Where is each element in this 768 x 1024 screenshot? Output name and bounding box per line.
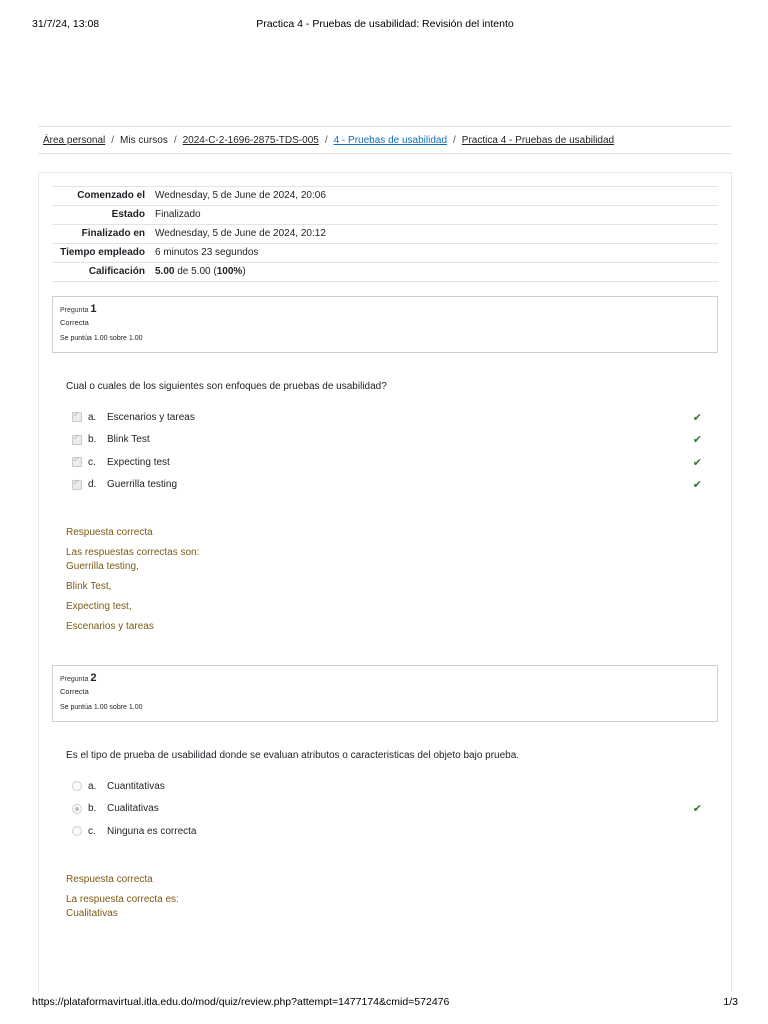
summary-label: Calificación [52,263,150,282]
question-text: Cual o cuales de los siguientes son enfoques de pruebas de usabilidad? [66,381,387,392]
answer-option: a. Cuantitativas [72,775,702,798]
radio-icon [72,826,82,836]
question-text: Es el tipo de prueba de usabilidad donde se evaluan atributos o caracteristicas del objeto bajo prueba. [66,750,520,761]
answer-list [72,406,702,496]
answer-option: c. Ninguna es correcta [72,820,702,843]
breadcrumb-home[interactable]: Área personal [43,134,106,146]
breadcrumb: Área personal / Mis cursos / 2024-C-2-1696-2875-TDS-005 / 4 - Pruebas de usabilidad / Practica 4 - Pruebas de usabilidad [38,126,732,154]
question-info-1 [52,296,718,353]
print-footer [32,996,738,1008]
answer-list [72,775,702,843]
question-feedback: Respuesta correcta La respuesta correcta es: Cualitativas [66,874,179,919]
check-icon: ✔ [692,434,702,447]
breadcrumb-quiz[interactable]: Practica 4 - Pruebas de usabilidad [461,134,615,146]
check-icon: ✔ [692,803,702,816]
summary-label: Tiempo empleado [52,244,150,263]
feedback-title: Respuesta correcta [66,874,153,885]
breadcrumb-course[interactable]: 2024-C-2-1696-2875-TDS-005 [182,134,319,146]
answer-option: ✓ b. Blink Test ✔ [72,429,702,452]
print-datetime: 31/7/24, 13:08 [32,18,100,30]
summary-label: Finalizado en [52,225,150,244]
checkbox-checked-icon [72,457,82,467]
breadcrumb-section[interactable]: 4 - Pruebas de usabilidad [333,134,448,146]
print-url: https://plataformavirtual.itla.edu.do/mod/quiz/review.php?attempt=1477174&cmid=572476 [32,996,450,1008]
answer-option: ✓ c. Expecting test ✔ [72,451,702,474]
check-icon: ✔ [692,411,702,424]
check-icon: ✔ [692,479,702,492]
checkbox-checked-icon [72,412,82,422]
question-grade: Se puntúa 1.00 sobre 1.00 [60,335,143,342]
question-feedback: Respuesta correcta Las respuestas correctas son: Guerrilla testing, Blink Test, Expecting test, Escenarios y tareas [66,527,200,632]
answer-option: b. Cualitativas ✔ [72,798,702,821]
answer-option: ✓ a. Escenarios y tareas ✔ [72,406,702,429]
answer-option: ✓ d. Guerrilla testing ✔ [72,474,702,497]
radio-selected-icon [72,804,82,814]
breadcrumb-courses[interactable]: Mis cursos [120,134,168,146]
summary-value: 6 minutos 23 segundos [150,244,718,263]
question-state: Correcta [60,318,89,327]
checkbox-checked-icon [72,480,82,490]
question-state: Correcta [60,687,89,696]
summary-value: Finalizado [150,206,718,225]
feedback-title: Respuesta correcta [66,527,153,538]
summary-label: Comenzado el [52,187,150,206]
radio-icon [72,781,82,791]
print-header [32,18,738,30]
question-grade: Se puntúa 1.00 sobre 1.00 [60,704,143,711]
check-icon: ✔ [692,456,702,469]
attempt-summary [52,186,718,282]
print-page: 1/3 [723,996,738,1008]
question-number: Pregunta 1 [60,303,97,315]
summary-value: Wednesday, 5 de June de 2024, 20:06 [150,187,718,206]
question-number: Pregunta 2 [60,672,97,684]
checkbox-checked-icon [72,435,82,445]
quiz-review [38,172,732,992]
question-info-2 [52,665,718,722]
summary-value: Wednesday, 5 de June de 2024, 20:12 [150,225,718,244]
print-title: Practica 4 - Pruebas de usabilidad: Revisión del intento [256,18,514,30]
summary-grade: 5.00 de 5.00 (100%) [150,263,718,282]
summary-label: Estado [52,206,150,225]
